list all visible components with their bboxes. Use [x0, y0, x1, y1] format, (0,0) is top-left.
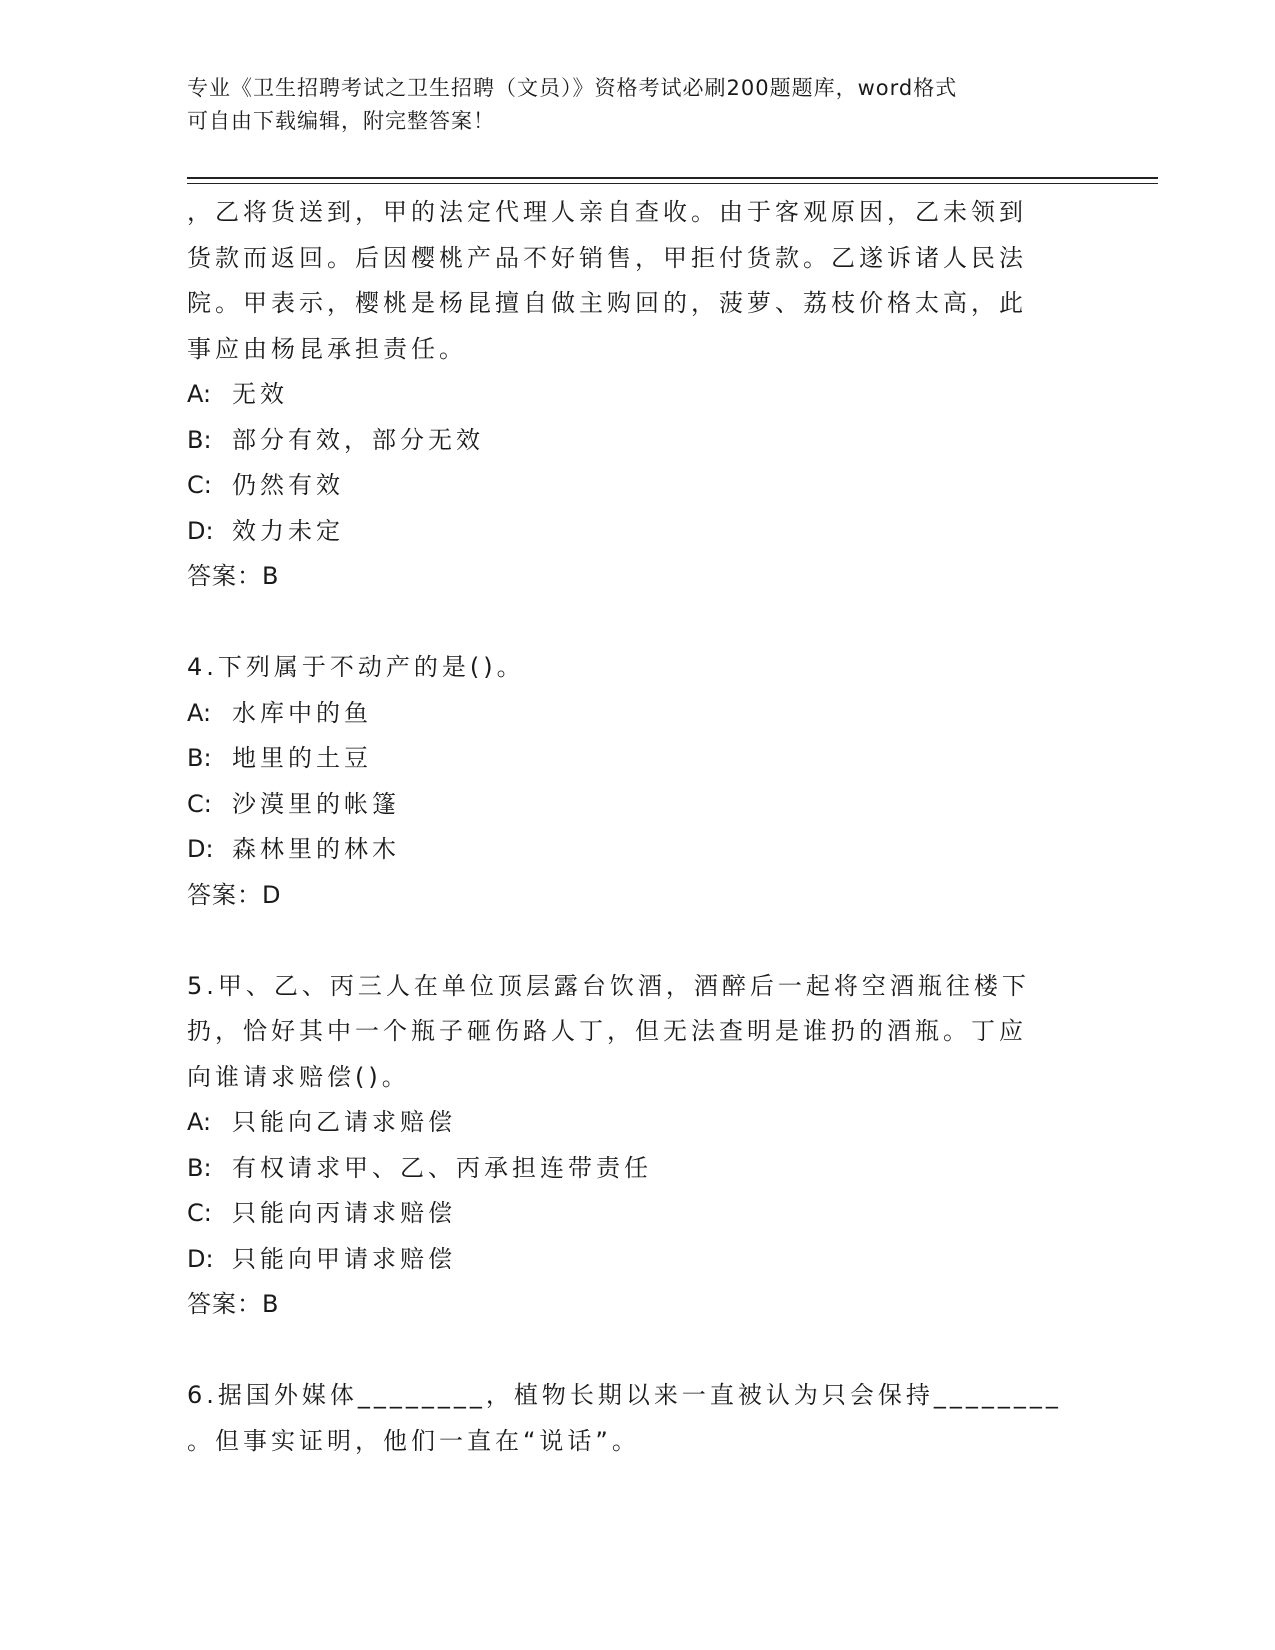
- answer-line: 答案：D: [187, 880, 282, 909]
- option-c: C: 只能向丙请求赔偿: [187, 1199, 456, 1227]
- question-text-line: 货款而返回。后因樱桃产品不好销售，甲拒付货款。乙遂诉诸人民法: [187, 243, 1027, 272]
- option-d: D: 只能向甲请求赔偿: [187, 1244, 456, 1273]
- option-a: A: 只能向乙请求赔偿: [187, 1108, 456, 1136]
- option-b: B: 地里的土豆: [187, 744, 372, 772]
- option-b: B: 有权请求甲、乙、丙承担连带责任: [187, 1153, 652, 1182]
- header-rule-thin: [187, 183, 1158, 184]
- header-line-1: 专业《卫生招聘考试之卫生招聘（文员）》资格考试必刷200题题库，word格式: [187, 76, 958, 100]
- question-text-line: 事应由杨昆承担责任。: [187, 334, 467, 363]
- answer-line: 答案：B: [187, 562, 280, 590]
- question-3-continued: [187, 190, 1067, 600]
- option-c: C: 沙漠里的帐篷: [187, 789, 400, 818]
- question-text-line: 5.甲、乙、丙三人在单位顶层露台饮酒，酒醉后一起将空酒瓶往楼下: [187, 971, 1030, 1000]
- option-d: D: 森林里的林木: [187, 835, 400, 863]
- document-body: [187, 190, 1067, 1464]
- answer-line: 答案：B: [187, 1290, 280, 1318]
- question-text-line: ，乙将货送到，甲的法定代理人亲自查收。由于客观原因，乙未领到: [187, 198, 1027, 226]
- question-text-line: 扔，恰好其中一个瓶子砸伤路人丁，但无法查明是谁扔的酒瓶。丁应: [187, 1017, 1027, 1045]
- document-header: [187, 72, 1067, 138]
- question-text-line: 4.下列属于不动产的是()。: [187, 653, 525, 681]
- header-rule-thick: [187, 177, 1158, 179]
- question-text-line: 。但事实证明，他们一直在“说话”。: [187, 1426, 640, 1455]
- option-b: B: 部分有效，部分无效: [187, 425, 484, 454]
- question-text-line: 院。甲表示，樱桃是杨昆擅自做主购回的，菠萝、荔枝价格太高，此: [187, 289, 1027, 317]
- question-text-line: 向谁请求赔偿()。: [187, 1062, 410, 1091]
- question-6: [187, 1373, 1067, 1464]
- question-5: [187, 964, 1067, 1328]
- option-a: A: 水库中的鱼: [187, 698, 372, 727]
- question-4: [187, 645, 1067, 918]
- option-a: A: 无效: [187, 380, 288, 408]
- option-c: C: 仍然有效: [187, 471, 344, 499]
- header-line-2: 可自由下载编辑，附完整答案！: [187, 109, 495, 133]
- option-d: D: 效力未定: [187, 516, 344, 545]
- question-text-line: 6.据国外媒体________，植物长期以来一直被认为只会保持________: [187, 1381, 1062, 1409]
